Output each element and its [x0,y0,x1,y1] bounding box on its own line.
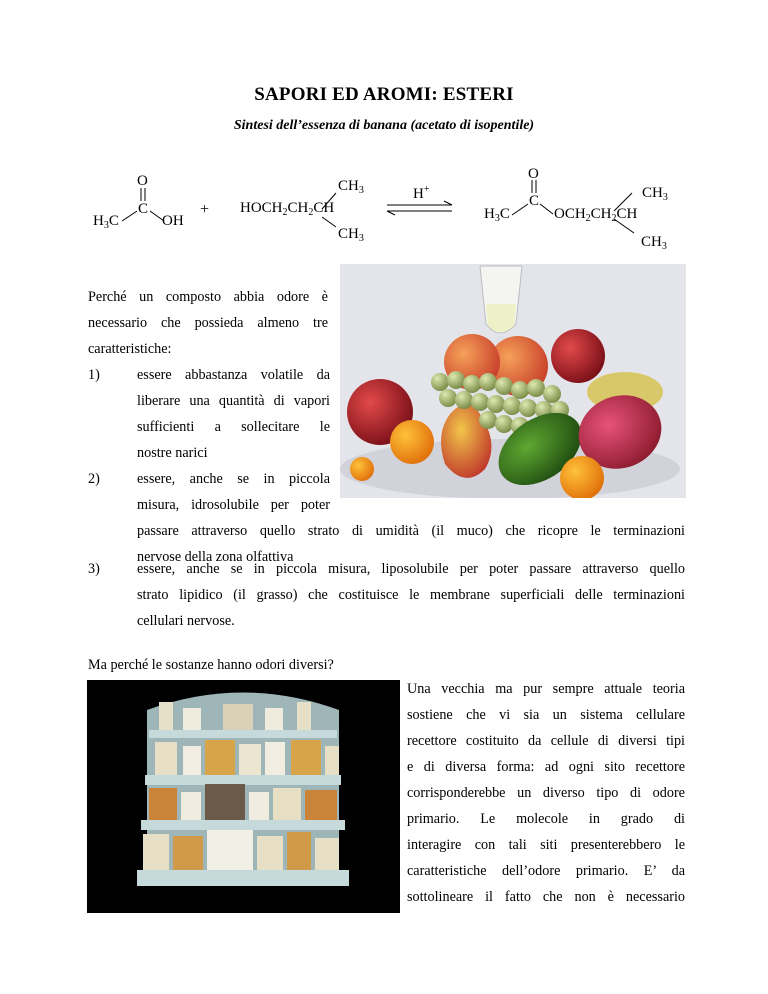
theory-line: caratteristiche dell’odore primario. E’ da [407,863,685,879]
list-item [137,466,685,570]
acid-carbon: C [138,201,149,217]
page-subtitle: Sintesi dell’essenza di banana (acetato di isopentile) [233,118,535,133]
theory-line: primario. Le molecole in grado di [407,811,685,827]
ester-chain: $OCH_2CH_2CH$ [554,206,638,224]
ester-oxygen: O [528,166,539,182]
item-line: nostre narici [137,445,208,461]
theory-line: sottolineare il fatto che non è necessario [407,889,685,905]
item-line: passare attraverso quello strato di umidità (il muco) che ricopre le terminazioni [137,523,685,539]
item-line: essere abbastanza volatile da [137,367,330,383]
theory-line: e di diversa forma: ad ogni sito recettore [407,759,685,775]
acid-hydroxyl: OH [162,213,184,229]
item-line: liberare una quantità di vapori [137,393,330,409]
acid-catalyst: H+ [413,184,430,202]
perfume-display-photo [87,680,400,913]
intro-line: caratteristiche: [88,341,172,357]
alcohol-methyl-top: $CH_3$ [338,178,364,196]
item-number: 1) [88,367,100,383]
intro-line: Perché un composto abbia odore è [88,289,328,305]
ester-methyl-bottom: $CH_3$ [641,234,667,252]
theory-line: corrisponderebbe un diverso tipo di odore [407,785,685,801]
list-item [137,556,685,634]
intro-line: necessario che possieda almeno tre [88,315,328,331]
ester-carbon: C [529,193,540,209]
fruit-illustration [340,264,686,498]
fruit-photo [340,264,686,498]
perfume-illustration [87,680,400,913]
item-line: cellulari nervose. [137,613,235,629]
alcohol-chain: $HOCH_2CH_2CH$ [240,200,335,218]
acid-oxygen: O [137,173,148,189]
theory-paragraph [407,676,685,910]
theory-line: interagire con tali siti presenterebbero le [407,837,685,853]
theory-line: sostiene che vi sia un sistema cellulare [407,707,685,723]
item-line: misura, idrosolubile per poter [137,497,330,513]
page-title: SAPORI ED AROMI: ESTERI [254,84,514,105]
item-line: strato lipidico (il grasso) che costituisce le membrane superficiali delle terminazioni [137,587,685,603]
alcohol-methyl-bottom: $CH_3$ [338,226,364,244]
item-number: 3) [88,561,100,577]
plus-sign: + [200,201,210,218]
item-line: nervose della zona olfattiva [137,549,294,565]
reaction-scheme [0,165,768,255]
ester-methyl: $H_3C$ [484,206,510,224]
item-number: 2) [88,471,100,487]
theory-line: recettore costituito da cellule di diversi tipi [407,733,685,749]
section-question: Ma perché le sostanze hanno odori diversi? [88,657,334,673]
acid-methyl: $H_3C$ [93,213,119,231]
item-line: sufficienti a sollecitare le [137,419,330,435]
ester-methyl-top: $CH_3$ [642,185,668,203]
intro-paragraph [88,284,328,362]
item-line: essere, anche se in piccola misura, liposolubile per poter passare attraverso quello [137,561,685,577]
theory-line: Una vecchia ma pur sempre attuale teoria [407,681,685,697]
item-line: essere, anche se in piccola [137,471,330,487]
list-item [137,362,330,466]
